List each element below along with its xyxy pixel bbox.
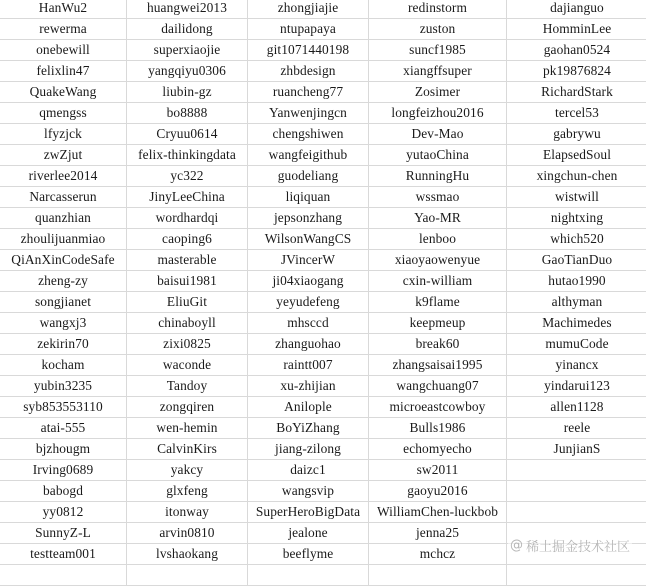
table-cell: Cryuu0614	[127, 124, 248, 145]
table-cell: BoYiZhang	[248, 418, 369, 439]
table-cell: felixlin47	[0, 61, 127, 82]
table-row	[0, 397, 646, 418]
table-row	[0, 439, 646, 460]
at-icon: @	[510, 538, 523, 553]
table-cell: git1071440198	[248, 40, 369, 61]
table-cell: zheng-zy	[0, 271, 127, 292]
table-cell: jealone	[248, 523, 369, 544]
table-cell: riverlee2014	[0, 166, 127, 187]
table-row	[0, 145, 646, 166]
table-row	[0, 61, 646, 82]
table-cell: yubin3235	[0, 376, 127, 397]
table-cell: which520	[507, 229, 646, 250]
table-cell: ruancheng77	[248, 82, 369, 103]
table-row	[0, 334, 646, 355]
table-row	[0, 355, 646, 376]
table-cell: daizc1	[248, 460, 369, 481]
table-cell: xingchun-chen	[507, 166, 646, 187]
table-cell: waconde	[127, 355, 248, 376]
table-cell: arvin0810	[127, 523, 248, 544]
table-cell: zixi0825	[127, 334, 248, 355]
table-cell: yy0812	[0, 502, 127, 523]
table-cell: HanWu2	[0, 0, 127, 19]
table-cell: chinaboyll	[127, 313, 248, 334]
table-row	[0, 82, 646, 103]
table-cell: RunningHu	[369, 166, 507, 187]
table-cell: CalvinKirs	[127, 439, 248, 460]
table-cell: quanzhian	[0, 208, 127, 229]
table-cell: EliuGit	[127, 292, 248, 313]
table-row	[0, 187, 646, 208]
table-cell: wistwill	[507, 187, 646, 208]
table-cell: wen-hemin	[127, 418, 248, 439]
table-cell: xiangffsuper	[369, 61, 507, 82]
table-cell: testteam001	[0, 544, 127, 565]
table-cell: ji04xiaogang	[248, 271, 369, 292]
table-cell: echomyecho	[369, 439, 507, 460]
table-row	[0, 313, 646, 334]
table-cell: ntupapaya	[248, 19, 369, 40]
table-cell: syb853553110	[0, 397, 127, 418]
table-row	[0, 502, 646, 523]
table-row	[0, 250, 646, 271]
table-cell	[507, 565, 646, 586]
table-cell: allen1128	[507, 397, 646, 418]
table-cell: caoping6	[127, 229, 248, 250]
table-cell: yinancx	[507, 355, 646, 376]
table-cell: raintt007	[248, 355, 369, 376]
table-cell	[507, 460, 646, 481]
watermark-text: 稀土掘金技术社区	[526, 536, 630, 555]
table-cell: liqiquan	[248, 187, 369, 208]
table-cell: xiaoyaowenyue	[369, 250, 507, 271]
table-cell: zhoulijuanmiao	[0, 229, 127, 250]
watermark	[508, 535, 632, 556]
table-cell: suncf1985	[369, 40, 507, 61]
table-cell: Dev-Mao	[369, 124, 507, 145]
table-row	[0, 460, 646, 481]
table-cell: HomminLee	[507, 19, 646, 40]
table-cell: zhangsaisai1995	[369, 355, 507, 376]
table-cell: WilsonWangCS	[248, 229, 369, 250]
table-cell: jenna25	[369, 523, 507, 544]
table-cell: k9flame	[369, 292, 507, 313]
table-row	[0, 40, 646, 61]
table-cell: Yanwenjingcn	[248, 103, 369, 124]
table-cell: reele	[507, 418, 646, 439]
table-cell	[507, 481, 646, 502]
table-cell: xu-zhijian	[248, 376, 369, 397]
table-cell: yc322	[127, 166, 248, 187]
table-cell	[507, 502, 646, 523]
table-cell: jepsonzhang	[248, 208, 369, 229]
table-cell: mumuCode	[507, 334, 646, 355]
table-cell: lenboo	[369, 229, 507, 250]
table-cell: babogd	[0, 481, 127, 502]
table-cell: songjianet	[0, 292, 127, 313]
table-cell: Bulls1986	[369, 418, 507, 439]
table-cell: zwZjut	[0, 145, 127, 166]
table-cell: JunjianS	[507, 439, 646, 460]
table-cell	[248, 565, 369, 586]
table-cell: redinstorm	[369, 0, 507, 19]
table-cell: itonway	[127, 502, 248, 523]
table-cell: WilliamChen-luckbob	[369, 502, 507, 523]
table-cell: jiang-zilong	[248, 439, 369, 460]
table-cell: zhongjiajie	[248, 0, 369, 19]
table-cell: QiAnXinCodeSafe	[0, 250, 127, 271]
table-cell: yutaoChina	[369, 145, 507, 166]
table-cell: QuakeWang	[0, 82, 127, 103]
table-cell: Yao-MR	[369, 208, 507, 229]
table-cell: longfeizhou2016	[369, 103, 507, 124]
table-cell: althyman	[507, 292, 646, 313]
table-row	[0, 0, 646, 19]
table-row	[0, 292, 646, 313]
table-cell: JinyLeeChina	[127, 187, 248, 208]
table-cell: break60	[369, 334, 507, 355]
table-cell: wangsvip	[248, 481, 369, 502]
table-cell: RichardStark	[507, 82, 646, 103]
table-cell: wangchuang07	[369, 376, 507, 397]
table-cell: wordhardqi	[127, 208, 248, 229]
table-cell: huangwei2013	[127, 0, 248, 19]
table-cell: masterable	[127, 250, 248, 271]
table-row	[0, 124, 646, 145]
table-row	[0, 418, 646, 439]
table-cell: gaohan0524	[507, 40, 646, 61]
table-cell: atai-555	[0, 418, 127, 439]
table-row	[0, 481, 646, 502]
table-cell: JVincerW	[248, 250, 369, 271]
table-cell: microeastcowboy	[369, 397, 507, 418]
table-cell: zhbdesign	[248, 61, 369, 82]
table-cell: superxiaojie	[127, 40, 248, 61]
table-row	[0, 229, 646, 250]
table-cell: guodeliang	[248, 166, 369, 187]
table-cell: chengshiwen	[248, 124, 369, 145]
table-cell: Anilople	[248, 397, 369, 418]
table-row	[0, 166, 646, 187]
table-cell: liubin-gz	[127, 82, 248, 103]
table-cell: zongqiren	[127, 397, 248, 418]
table-cell: Machimedes	[507, 313, 646, 334]
table-cell: mhsccd	[248, 313, 369, 334]
table-cell: qmengss	[0, 103, 127, 124]
table-cell: yindarui123	[507, 376, 646, 397]
table-cell: GaoTianDuo	[507, 250, 646, 271]
table-cell: Zosimer	[369, 82, 507, 103]
table-cell: sw2011	[369, 460, 507, 481]
table-row	[0, 208, 646, 229]
table-cell: yakcy	[127, 460, 248, 481]
table-cell: felix-thinkingdata	[127, 145, 248, 166]
table-row	[0, 565, 646, 586]
table-cell: cxin-william	[369, 271, 507, 292]
table-cell: yangqiyu0306	[127, 61, 248, 82]
table-cell: wssmao	[369, 187, 507, 208]
table-cell: Narcasserun	[0, 187, 127, 208]
table-cell: bo8888	[127, 103, 248, 124]
table-cell: kocham	[0, 355, 127, 376]
table-cell: dailidong	[127, 19, 248, 40]
table-cell: pk19876824	[507, 61, 646, 82]
table-row	[0, 271, 646, 292]
table-cell: yeyudefeng	[248, 292, 369, 313]
table-cell: glxfeng	[127, 481, 248, 502]
table-cell: dajianguo	[507, 0, 646, 19]
table-cell	[127, 565, 248, 586]
table-row	[0, 103, 646, 124]
table-cell: tercel53	[507, 103, 646, 124]
table-cell: Irving0689	[0, 460, 127, 481]
table-cell: wangfeigithub	[248, 145, 369, 166]
table-cell: wangxj3	[0, 313, 127, 334]
table-cell: gabrywu	[507, 124, 646, 145]
table-cell: mchcz	[369, 544, 507, 565]
table-cell: onebewill	[0, 40, 127, 61]
table-row	[0, 376, 646, 397]
table-cell: nightxing	[507, 208, 646, 229]
table-cell: lfyzjck	[0, 124, 127, 145]
table-cell: zuston	[369, 19, 507, 40]
table-cell: beeflyme	[248, 544, 369, 565]
table-cell: Tandoy	[127, 376, 248, 397]
table-cell: ElapsedSoul	[507, 145, 646, 166]
table-cell: hutao1990	[507, 271, 646, 292]
table-cell: zhanguohao	[248, 334, 369, 355]
table-cell: SunnyZ-L	[0, 523, 127, 544]
table-cell: SuperHeroBigData	[248, 502, 369, 523]
table-cell: baisui1981	[127, 271, 248, 292]
table-row	[0, 19, 646, 40]
table-cell: gaoyu2016	[369, 481, 507, 502]
table-cell: keepmeup	[369, 313, 507, 334]
table-cell: rewerma	[0, 19, 127, 40]
table-cell	[0, 565, 127, 586]
table-cell: bjzhougm	[0, 439, 127, 460]
table-cell: zekirin70	[0, 334, 127, 355]
table-cell: lvshaokang	[127, 544, 248, 565]
table-cell	[369, 565, 507, 586]
